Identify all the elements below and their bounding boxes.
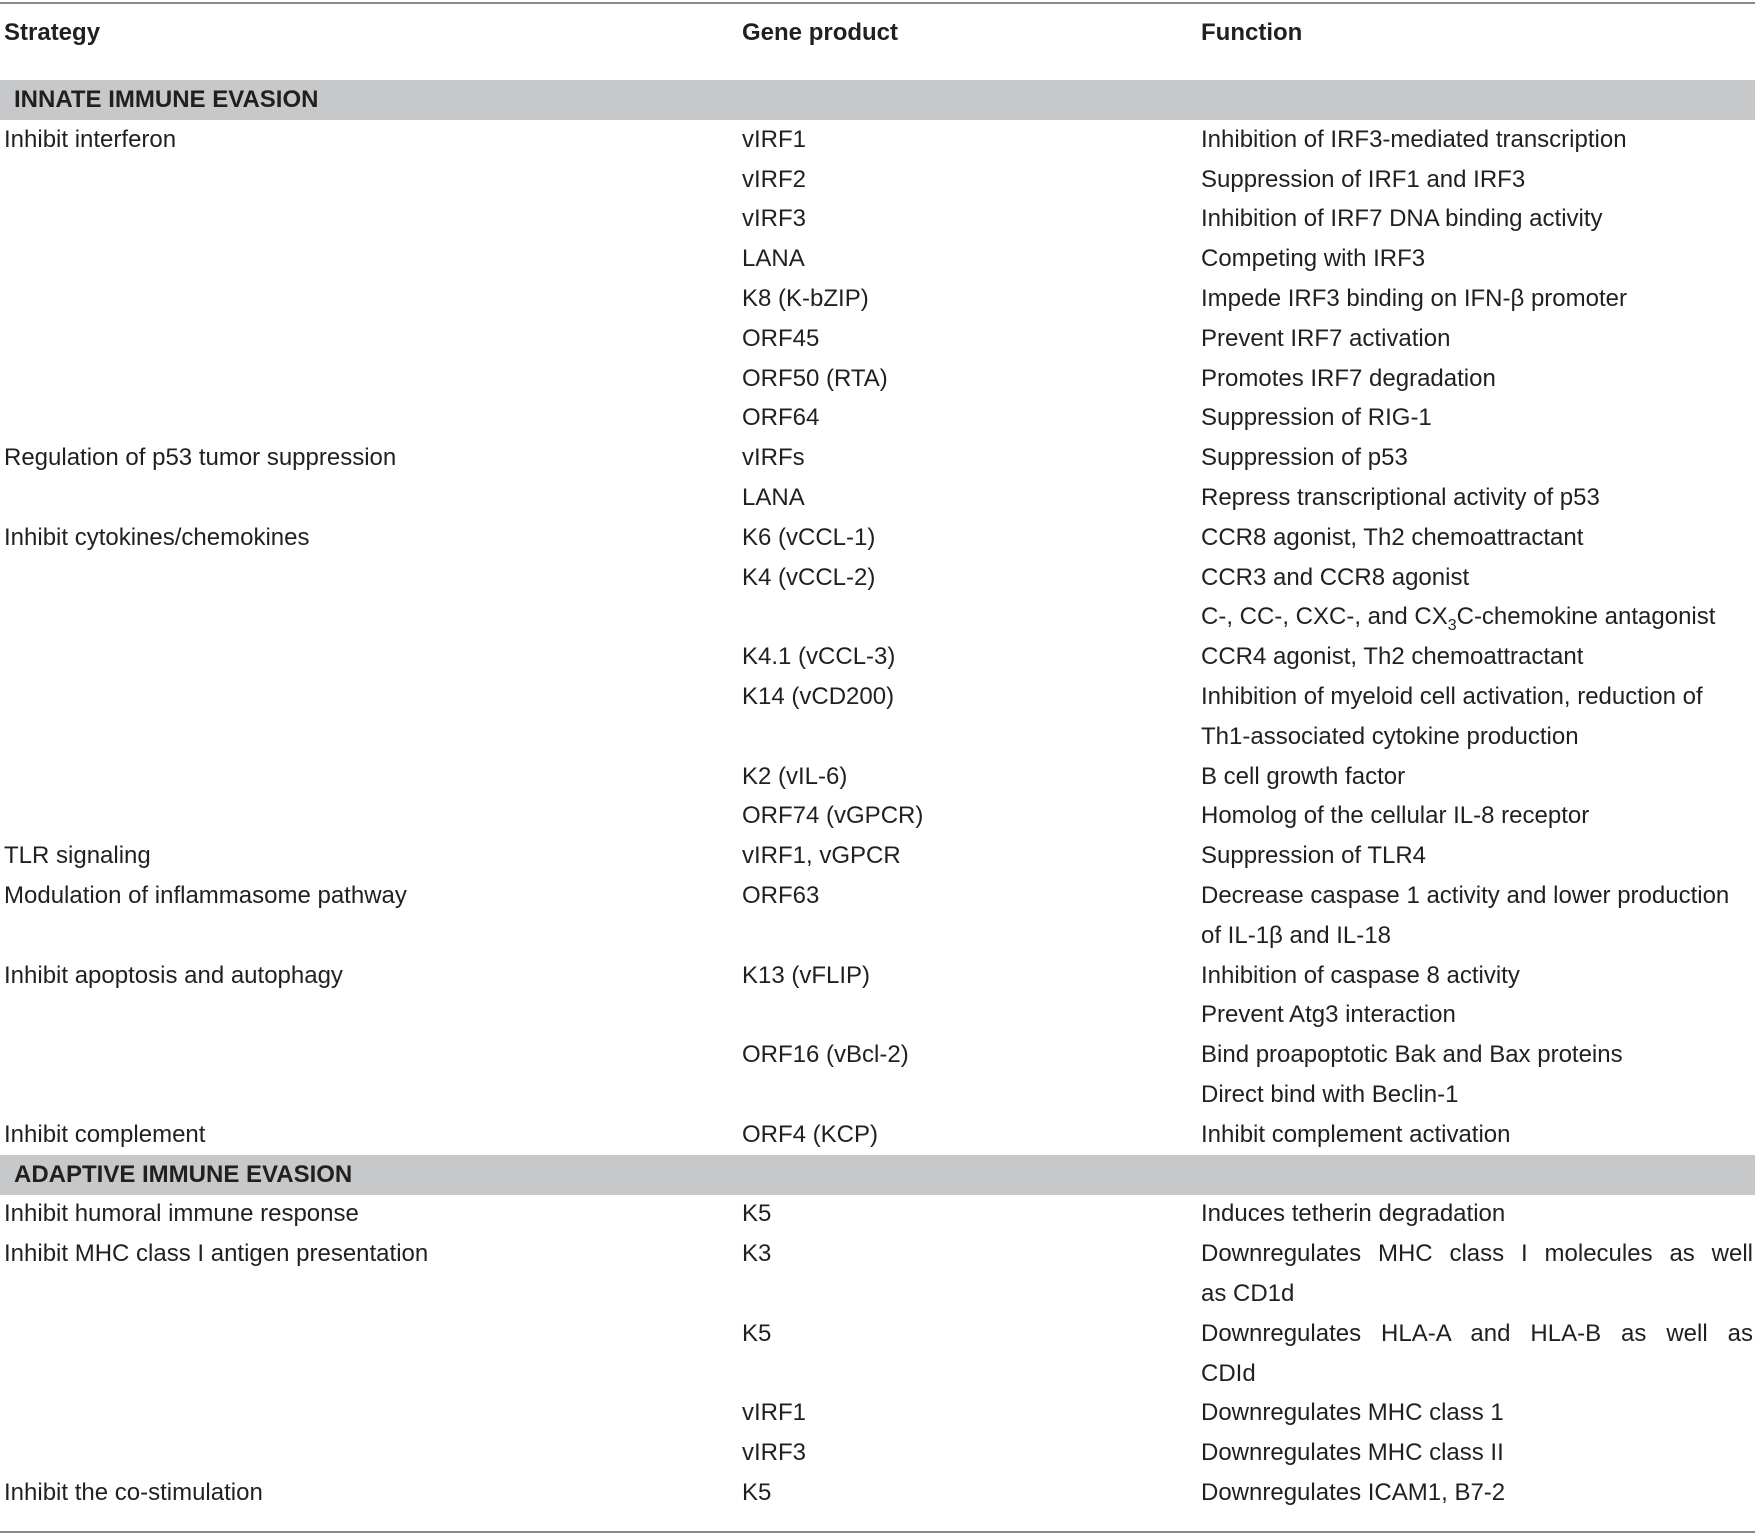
function-cell: Repress transcriptional activity of p53 (1201, 484, 1600, 511)
gene-product-cell: K14 (vCD200) (742, 683, 895, 710)
gene-product-cell: ORF45 (742, 325, 820, 352)
gene-product-cell: K5 (742, 1200, 772, 1227)
table-row (0, 757, 1755, 797)
table-row (0, 279, 1755, 319)
table-row (0, 398, 1755, 438)
table-row (0, 836, 1755, 876)
table-row (0, 637, 1755, 677)
function-cell: Inhibition of caspase 8 activity (1201, 962, 1520, 989)
strategy-cell: Inhibit interferon (4, 126, 177, 153)
table-row (0, 359, 1755, 399)
function-cell: Suppression of RIG-1 (1201, 404, 1432, 431)
table-bottom-rule (0, 1531, 1755, 1533)
table-row (0, 876, 1755, 916)
section-header (0, 80, 1755, 120)
table-row (0, 518, 1755, 558)
section-title: ADAPTIVE IMMUNE EVASION (14, 1161, 353, 1188)
table-row (0, 319, 1755, 359)
gene-product-cell: vIRF1 (742, 126, 807, 153)
gene-product-cell: K13 (vFLIP) (742, 962, 871, 989)
table-row (0, 1075, 1755, 1115)
gene-product-cell: K8 (K-bZIP) (742, 285, 869, 312)
function-cell: Downregulates ICAM1, B7-2 (1201, 1479, 1506, 1506)
function-cell: CCR3 and CCR8 agonist (1201, 564, 1470, 591)
function-cell: Decrease caspase 1 activity and lower production (1201, 882, 1730, 909)
table-row (0, 1473, 1755, 1513)
strategy-cell: Inhibit the co-stimulation (4, 1479, 263, 1506)
table-row (0, 239, 1755, 279)
table-row (0, 717, 1755, 757)
function-cell: Prevent IRF7 activation (1201, 325, 1451, 352)
function-cell: CDId (1201, 1360, 1256, 1387)
gene-product-cell: vIRFs (742, 444, 805, 471)
strategy-cell: Modulation of inflammasome pathway (4, 882, 407, 909)
gene-product-cell: K2 (vIL-6) (742, 763, 848, 790)
function-cell: Suppression of TLR4 (1201, 842, 1427, 869)
function-cell: Downregulates MHC class I molecules as well (1201, 1240, 1753, 1267)
gene-product-cell: K3 (742, 1240, 772, 1267)
table-row (0, 1354, 1755, 1394)
strategy-cell: TLR signaling (4, 842, 151, 869)
function-cell: Promotes IRF7 degradation (1201, 365, 1496, 392)
strategy-cell: Regulation of p53 tumor suppression (4, 444, 397, 471)
table-row (0, 1194, 1755, 1234)
function-cell: Inhibition of IRF7 DNA binding activity (1201, 205, 1603, 232)
table-row (0, 1234, 1755, 1274)
gene-product-cell: ORF74 (vGPCR) (742, 802, 924, 829)
function-cell: Inhibition of IRF3-mediated transcription (1201, 126, 1627, 153)
function-cell: Homolog of the cellular IL-8 receptor (1201, 802, 1590, 829)
function-cell: Direct bind with Beclin-1 (1201, 1081, 1459, 1108)
function-cell: Suppression of IRF1 and IRF3 (1201, 166, 1526, 193)
table-row (0, 438, 1755, 478)
function-cell: Th1-associated cytokine production (1201, 723, 1579, 750)
section-header (0, 1155, 1755, 1195)
function-cell: Competing with IRF3 (1201, 245, 1426, 272)
function-cell: Suppression of p53 (1201, 444, 1408, 471)
table-row (0, 995, 1755, 1035)
gene-product-cell: vIRF1 (742, 1399, 807, 1426)
gene-product-cell: K4.1 (vCCL-3) (742, 643, 896, 670)
function-cell: Bind proapoptotic Bak and Bax proteins (1201, 1041, 1623, 1068)
function-cell: Induces tetherin degradation (1201, 1200, 1506, 1227)
strategy-cell: Inhibit apoptosis and autophagy (4, 962, 343, 989)
header-gene-product: Gene product (742, 19, 899, 46)
function-cell: of IL-1β and IL-18 (1201, 922, 1391, 949)
function-cell: CCR4 agonist, Th2 chemoattractant (1201, 643, 1584, 670)
table-row (0, 1433, 1755, 1473)
table-row (0, 1314, 1755, 1354)
function-cell: Prevent Atg3 interaction (1201, 1001, 1456, 1028)
gene-product-cell: ORF50 (RTA) (742, 365, 888, 392)
header-function: Function (1201, 19, 1303, 46)
gene-product-cell: ORF4 (KCP) (742, 1121, 879, 1148)
gene-product-cell: K6 (vCCL-1) (742, 524, 876, 551)
function-cell: C-, CC-, CXC-, and $CX_3C$-chemokine antagonist (1201, 603, 1716, 634)
table-row (0, 199, 1755, 239)
function-cell: CCR8 agonist, Th2 chemoattractant (1201, 524, 1584, 551)
gene-product-cell: K5 (742, 1320, 772, 1347)
gene-product-cell: vIRF2 (742, 166, 807, 193)
table-row (0, 1274, 1755, 1314)
gene-product-cell: vIRF3 (742, 205, 807, 232)
table-row (0, 558, 1755, 598)
strategy-cell: Inhibit cytokines/chemokines (4, 524, 310, 551)
table-row (0, 1115, 1755, 1155)
gene-product-cell: ORF64 (742, 404, 820, 431)
gene-product-cell: K5 (742, 1479, 772, 1506)
gene-product-cell: LANA (742, 245, 805, 272)
table-row (0, 160, 1755, 200)
gene-product-cell: K4 (vCCL-2) (742, 564, 876, 591)
table-row (0, 796, 1755, 836)
function-cell: B cell growth factor (1201, 763, 1406, 790)
table-row (0, 120, 1755, 160)
function-cell: Downregulates HLA-A and HLA-B as well as (1201, 1320, 1753, 1347)
section-title: INNATE IMMUNE EVASION (14, 86, 319, 113)
function-cell: Impede IRF3 binding on IFN-β promoter (1201, 285, 1627, 312)
gene-product-cell: LANA (742, 484, 805, 511)
strategy-cell: Inhibit complement (4, 1121, 206, 1148)
function-cell: Downregulates MHC class 1 (1201, 1399, 1504, 1426)
strategy-cell: Inhibit humoral immune response (4, 1200, 359, 1227)
table-row (0, 916, 1755, 956)
function-cell: as CD1d (1201, 1280, 1295, 1307)
table-header-row (0, 0, 1755, 46)
header-strategy: Strategy (4, 19, 101, 46)
strategy-cell: Inhibit MHC class I antigen presentation (4, 1240, 429, 1267)
table-row (0, 1393, 1755, 1433)
function-cell: Downregulates MHC class II (1201, 1439, 1504, 1466)
table-row (0, 478, 1755, 518)
table-row (0, 1035, 1755, 1075)
table-row (0, 597, 1755, 637)
gene-product-cell: vIRF3 (742, 1439, 807, 1466)
gene-product-cell: vIRF1, vGPCR (742, 842, 901, 869)
function-cell: Inhibit complement activation (1201, 1121, 1511, 1148)
gene-product-cell: ORF63 (742, 882, 820, 909)
function-cell: Inhibition of myeloid cell activation, reduction of (1201, 683, 1703, 710)
table-row (0, 956, 1755, 996)
table-row (0, 677, 1755, 717)
gene-product-cell: ORF16 (vBcl-2) (742, 1041, 909, 1068)
